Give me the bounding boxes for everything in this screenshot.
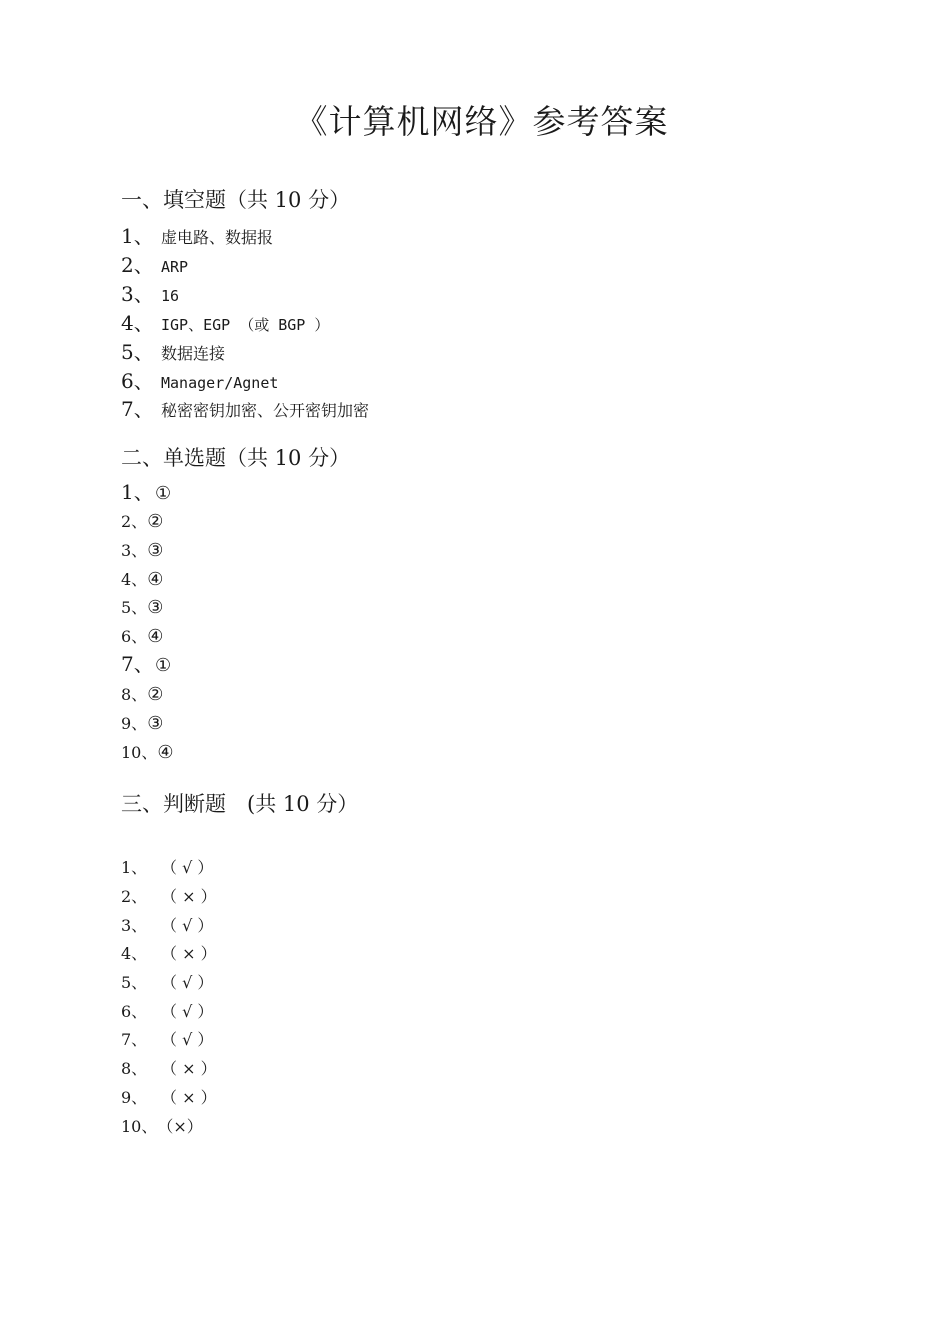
list-item [121,855,213,881]
item-answer: （ × ） [161,944,217,963]
item-answer: ARP [161,258,189,276]
item-number: 8、 [121,685,148,704]
list-item [121,220,273,246]
item-answer: 16 [161,287,180,305]
item-answer: ② [147,511,164,532]
item-answer: （ × ） [161,1088,217,1107]
item-answer: ① [155,655,172,676]
item-number: 4、 [121,570,148,589]
list-item [121,648,171,674]
item-answer: ③ [147,713,164,734]
item-answer: ③ [147,597,164,618]
item-number: 5、 [121,973,148,992]
item-answer: ③ [147,540,164,561]
item-answer: Manager/Agnet [161,374,279,392]
list-item [121,595,163,621]
list-item [121,740,174,766]
section-heading-single-choice: 二、单选题（共 10 分） [121,446,351,470]
list-item [121,393,369,419]
item-number: 10、 [121,1117,158,1136]
item-number: 6、 [121,627,148,646]
section-heading-fill-blank: 一、填空题（共 10 分） [121,188,351,212]
item-number: 7、 [121,397,154,421]
list-item [121,682,163,708]
item-number: 2、 [121,887,148,906]
item-number: 10、 [121,743,158,762]
item-number: 9、 [121,1088,148,1107]
item-answer: （ √ ） [161,973,214,992]
item-answer: （ √ ） [161,858,214,877]
item-answer: （ × ） [161,1059,217,1078]
list-item [121,567,163,593]
list-item [121,307,329,333]
section-heading-true-false: 三、判断题 (共 10 分） [121,792,359,816]
item-number: 3、 [121,541,148,560]
list-item [121,941,217,967]
item-number: 9、 [121,714,148,733]
item-number: 2、 [121,253,154,277]
item-answer: IGP、EGP （或 BGP ） [161,316,330,334]
item-number: 6、 [121,1002,148,1021]
item-number: 3、 [121,916,148,935]
item-number: 3、 [121,282,154,306]
item-answer: 数据连接 [161,344,226,363]
item-answer: ④ [157,742,174,763]
item-answer: （ √ ） [161,1002,214,1021]
item-number: 4、 [121,944,148,963]
list-item [121,913,213,939]
list-item [121,538,163,564]
list-item [121,476,171,502]
item-answer: ① [155,483,172,504]
item-number: 1、 [121,224,154,248]
list-item [121,249,188,275]
list-item [121,336,225,362]
item-answer: 秘密密钥加密、公开密钥加密 [161,401,370,420]
item-number: 4、 [121,311,154,335]
document-title: 《计算机网络》参考答案 [294,102,669,141]
item-answer: （ √ ） [161,916,214,935]
list-item [121,509,163,535]
item-answer: ② [147,684,164,705]
list-item [121,970,213,996]
item-number: 6、 [121,369,154,393]
list-item [121,1027,213,1053]
item-number: 8、 [121,1059,148,1078]
list-item [121,365,278,391]
item-number: 2、 [121,512,148,531]
item-number: 5、 [121,598,148,617]
list-item [121,1056,217,1082]
item-number: 7、 [121,652,154,676]
item-answer: （×） [157,1117,203,1136]
item-answer: ④ [147,569,164,590]
list-item [121,624,163,650]
item-number: 1、 [121,480,154,504]
item-answer: （ × ） [161,887,217,906]
list-item [121,711,163,737]
item-answer: 虚电路、数据报 [161,228,274,247]
list-item [121,999,213,1025]
item-number: 7、 [121,1030,148,1049]
list-item [121,1085,217,1111]
item-number: 1、 [121,858,148,877]
list-item [121,278,179,304]
list-item [121,884,217,910]
item-number: 5、 [121,340,154,364]
item-answer: ④ [147,626,164,647]
list-item [121,1114,203,1140]
item-answer: （ √ ） [161,1030,214,1049]
